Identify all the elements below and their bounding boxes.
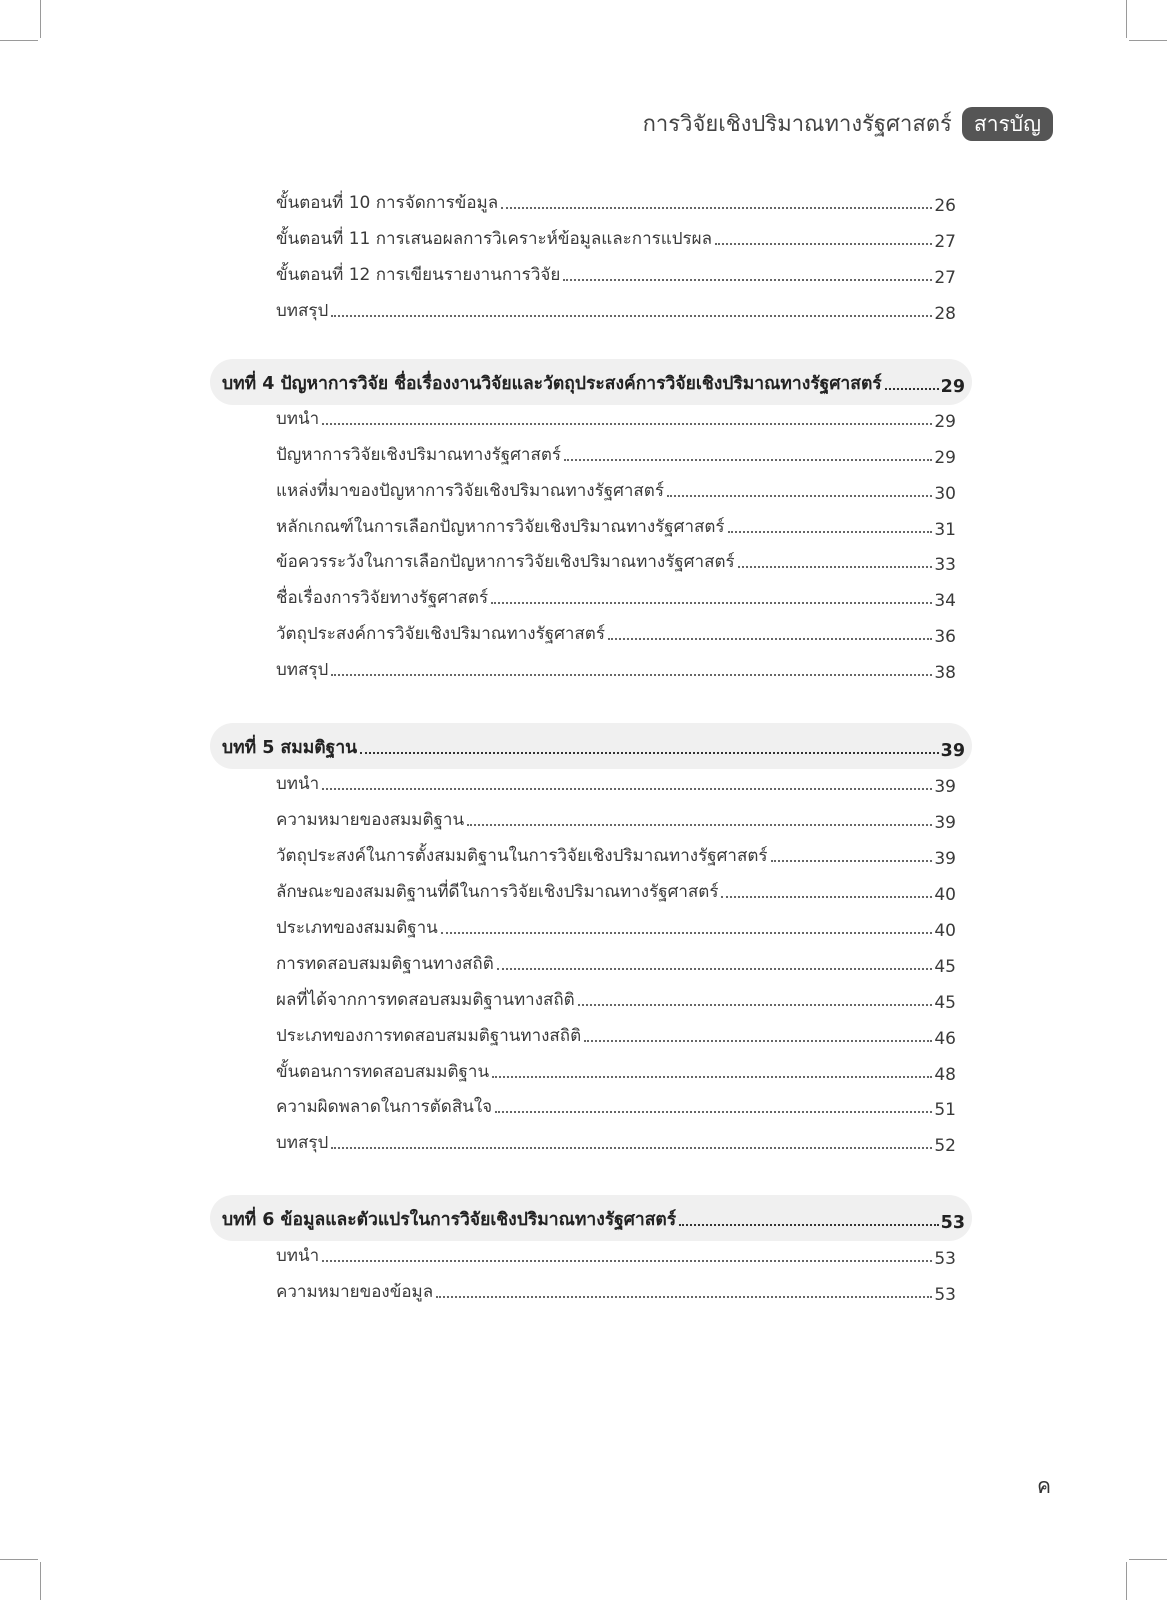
dot-leader <box>667 495 932 497</box>
toc-entry[interactable] <box>276 510 956 540</box>
toc-entry-label: ประเภทของการทดสอบสมมติฐานทางสถิติ <box>276 1026 582 1046</box>
toc-entry-label: ความผิดพลาดในการตัดสินใจ <box>276 1097 493 1117</box>
toc-entry-page: 39 <box>934 813 956 833</box>
toc-entry-label: บทสรุป <box>276 1133 329 1153</box>
dot-leader <box>715 243 932 245</box>
dot-leader <box>564 459 932 461</box>
toc-entry-page: 27 <box>934 268 956 288</box>
toc-entry-page: 29 <box>934 412 956 432</box>
toc-entry-label: การทดสอบสมมติฐานทางสถิติ <box>276 954 494 974</box>
toc-entry-label: ข้อควรระวังในการเลือกปัญหาการวิจัยเชิงปริมาณทางรัฐศาสตร์ <box>276 552 735 572</box>
toc-entry-label: ผลที่ได้จากการทดสอบสมมติฐานทางสถิติ <box>276 990 575 1010</box>
toc-entry-label: ความหมายของข้อมูล <box>276 1282 434 1302</box>
dot-leader <box>584 1040 932 1042</box>
toc-entry-label: บทนำ <box>276 1246 320 1266</box>
toc-entry[interactable] <box>276 839 956 869</box>
toc-entry-page: 45 <box>934 993 956 1013</box>
dot-leader <box>563 279 932 281</box>
toc-entry-label: ลักษณะของสมมติฐานที่ดีในการวิจัยเชิงปริมาณทางรัฐศาสตร์ <box>276 882 719 902</box>
dot-leader <box>492 1076 932 1078</box>
toc-entry-label: บทที่ 6 ข้อมูลและตัวแปรในการวิจัยเชิงปริมาณทางรัฐศาสตร์ <box>222 1210 677 1230</box>
dot-leader <box>331 315 932 317</box>
dot-leader <box>885 388 939 390</box>
book-title: การวิจัยเชิงปริมาณทางรัฐศาสตร์ <box>642 112 952 137</box>
toc-entry-label: ขั้นตอนที่ 11 การเสนอผลการวิเคราะห์ข้อมูลและการแปรผล <box>276 229 713 249</box>
toc-entry[interactable] <box>276 258 956 288</box>
dot-leader <box>360 752 939 754</box>
toc-entry-label: บทนำ <box>276 774 320 794</box>
toc-entry-page: 27 <box>934 232 956 252</box>
toc-entry[interactable] <box>276 1090 956 1120</box>
toc-entry[interactable] <box>276 983 956 1013</box>
toc-entry-page: 39 <box>940 741 965 761</box>
toc-entry-page: 48 <box>934 1065 956 1085</box>
toc-entry-page: 53 <box>934 1285 956 1305</box>
toc-entry-page: 38 <box>934 663 956 683</box>
toc-entry-page: 30 <box>934 484 956 504</box>
toc-entry-label: บทสรุป <box>276 660 329 680</box>
dot-leader <box>501 207 932 209</box>
dot-leader <box>721 896 932 898</box>
toc-entry[interactable] <box>276 222 956 252</box>
toc-entry[interactable] <box>276 617 956 647</box>
toc-entry-label: แหล่งที่มาของปัญหาการวิจัยเชิงปริมาณทางรัฐศาสตร์ <box>276 481 664 501</box>
dot-leader <box>497 968 933 970</box>
toc-entry[interactable] <box>276 294 956 324</box>
dot-leader <box>679 1224 938 1226</box>
toc-entry[interactable] <box>276 1019 956 1049</box>
toc-entry-label: บทที่ 4 ปัญหาการวิจัย ชื่อเรื่องงานวิจัยและวัตถุประสงค์การวิจัยเชิงปริมาณทางรัฐศาสตร์ <box>222 374 882 394</box>
toc-entry-page: 26 <box>934 196 956 216</box>
chapter-heading-band <box>210 723 972 769</box>
dot-leader <box>495 1111 932 1113</box>
toc-entry[interactable] <box>276 1126 956 1156</box>
toc-entry[interactable] <box>276 581 956 611</box>
toc-entry[interactable] <box>276 767 956 797</box>
dot-leader <box>728 531 933 533</box>
toc-entry-label: บทที่ 5 สมมติฐาน <box>222 738 358 758</box>
dot-leader <box>467 824 932 826</box>
dot-leader <box>436 1296 932 1298</box>
toc-entry[interactable] <box>276 438 956 468</box>
toc-entry[interactable] <box>276 803 956 833</box>
dot-leader <box>322 1260 932 1262</box>
toc-entry-page: 40 <box>934 921 956 941</box>
toc-entry[interactable] <box>276 545 956 575</box>
toc-entry-page: 28 <box>934 304 956 324</box>
toc-entry[interactable] <box>276 474 956 504</box>
toc-entry-page: 39 <box>934 777 956 797</box>
dot-leader <box>441 932 933 934</box>
toc-entry-page: 29 <box>940 377 965 397</box>
toc-chapter-entry[interactable] <box>222 731 965 761</box>
dot-leader <box>331 674 932 676</box>
toc-entry[interactable] <box>276 875 956 905</box>
toc-entry-page: 29 <box>934 448 956 468</box>
dot-leader <box>491 602 932 604</box>
toc-entry-label: ขั้นตอนที่ 12 การเขียนรายงานการวิจัย <box>276 265 561 285</box>
dot-leader <box>608 638 932 640</box>
toc-entry-page: 33 <box>934 555 956 575</box>
dot-leader <box>322 788 932 790</box>
toc-entry-label: ขั้นตอนการทดสอบสมมติฐาน <box>276 1062 490 1082</box>
toc-chapter-entry[interactable] <box>222 367 965 397</box>
toc-entry-label: หลักเกณฑ์ในการเลือกปัญหาการวิจัยเชิงปริมาณทางรัฐศาสตร์ <box>276 517 725 537</box>
toc-entry[interactable] <box>276 1055 956 1085</box>
toc-entry-page: 31 <box>934 520 956 540</box>
chapter-heading-band <box>210 1195 972 1241</box>
chapter-heading-band <box>210 359 972 405</box>
toc-entry-label: ประเภทของสมมติฐาน <box>276 918 438 938</box>
toc-entry[interactable] <box>276 1239 956 1269</box>
toc-entry-page: 53 <box>940 1213 965 1233</box>
toc-entry-page: 40 <box>934 885 956 905</box>
toc-entry[interactable] <box>276 402 956 432</box>
toc-entry-page: 36 <box>934 627 956 647</box>
toc-entry[interactable] <box>276 186 956 216</box>
toc-entry-page: 46 <box>934 1029 956 1049</box>
toc-entry-label: ชื่อเรื่องการวิจัยทางรัฐศาสตร์ <box>276 588 489 608</box>
toc-entry-label: วัตถุประสงค์ในการตั้งสมมติฐานในการวิจัยเชิงปริมาณทางรัฐศาสตร์ <box>276 846 768 866</box>
toc-entry[interactable] <box>276 911 956 941</box>
toc-chapter-entry[interactable] <box>222 1203 965 1233</box>
dot-leader <box>578 1004 933 1006</box>
toc-entry-label: ขั้นตอนที่ 10 การจัดการข้อมูล <box>276 193 499 213</box>
toc-entry[interactable] <box>276 653 956 683</box>
toc-entry-page: 52 <box>934 1136 956 1156</box>
page-number: ค <box>1036 1474 1051 1498</box>
dot-leader <box>322 423 932 425</box>
toc-entry-label: ความหมายของสมมติฐาน <box>276 810 465 830</box>
section-tag: สารบัญ <box>962 107 1053 141</box>
dot-leader <box>738 566 933 568</box>
toc-entry-page: 34 <box>934 591 956 611</box>
toc-entry[interactable] <box>276 947 956 977</box>
toc-entry-page: 53 <box>934 1249 956 1269</box>
toc-entry-label: บทนำ <box>276 409 320 429</box>
toc-entry-label: วัตถุประสงค์การวิจัยเชิงปริมาณทางรัฐศาสตร์ <box>276 624 605 644</box>
toc-entry-label: บทสรุป <box>276 301 329 321</box>
toc-entry-page: 45 <box>934 957 956 977</box>
toc-entry-label: ปัญหาการวิจัยเชิงปริมาณทางรัฐศาสตร์ <box>276 445 562 465</box>
dot-leader <box>771 860 933 862</box>
toc-entry-page: 39 <box>934 849 956 869</box>
dot-leader <box>331 1147 932 1149</box>
toc-entry[interactable] <box>276 1275 956 1305</box>
toc-entry-page: 51 <box>934 1100 956 1120</box>
